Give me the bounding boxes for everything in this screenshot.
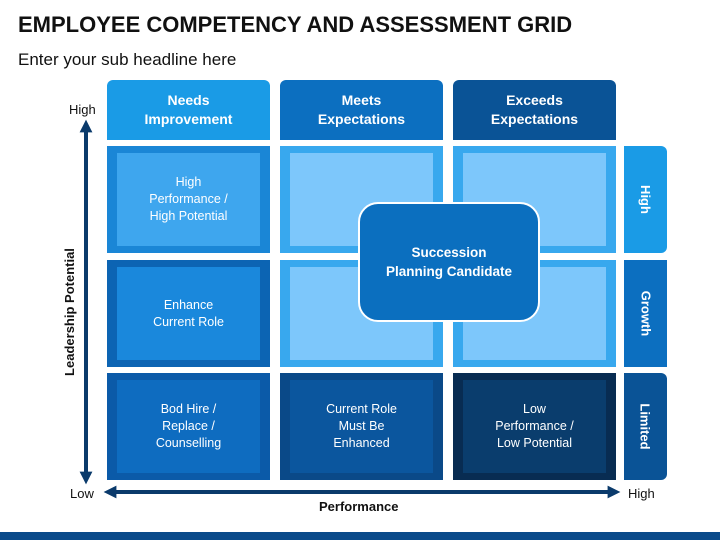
row-label-text: Growth [638, 290, 653, 337]
grid-cell-text: Low Performance / Low Potential [463, 380, 606, 473]
y-axis-high-label: High [69, 102, 96, 117]
grid-cell-text: Bod Hire / Replace / Counselling [117, 380, 260, 473]
x-axis-title: Performance [319, 499, 399, 514]
y-axis-title-wrap [59, 248, 79, 376]
grid-cell-text: Current Role Must Be Enhanced [290, 380, 433, 473]
row-label-text: High [637, 185, 653, 214]
column-header-exceeds-expectations: Exceeds Expectations [453, 80, 616, 140]
column-header-meets-expectations: Meets Expectations [280, 80, 443, 140]
row-label-text: Limited [638, 403, 654, 450]
grid-cell-text: Enhance Current Role [117, 267, 260, 360]
succession-planning-box: Succession Planning Candidate [358, 202, 540, 322]
x-axis-high-label: High [628, 486, 655, 501]
grid-cell-text: High Performance / High Potential [117, 153, 260, 246]
column-header-needs-improvement: Needs Improvement [107, 80, 270, 140]
y-axis-title: Leadership Potential [61, 248, 77, 376]
page-subtitle: Enter your sub headline here [18, 50, 237, 69]
footer-bar [0, 532, 720, 540]
page-title: EMPLOYEE COMPETENCY AND ASSESSMENT GRID [18, 12, 573, 37]
y-axis-low-label: Low [70, 486, 94, 501]
